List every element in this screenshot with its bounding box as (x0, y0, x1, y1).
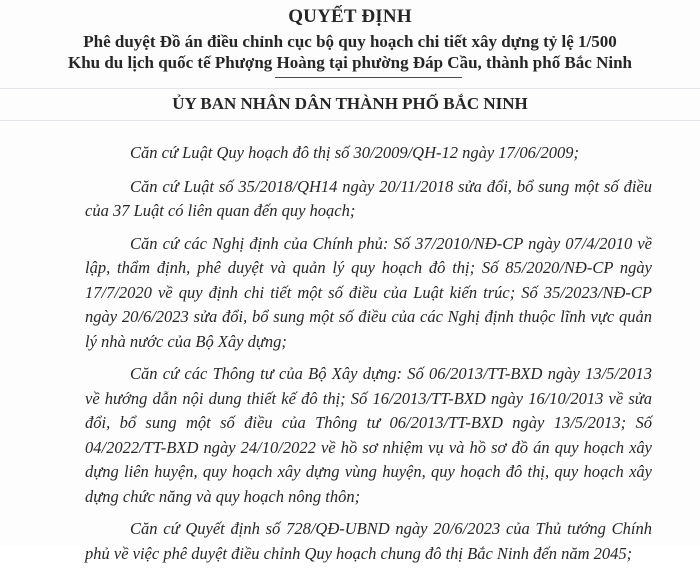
legal-basis-paragraph: Căn cứ các Nghị định của Chính phủ: Số 37/2010/NĐ-CP ngày 07/4/2010 về lập, thẩm định, phê duyệt và quản lý quy hoạch đô thị; Số 85/2020/NĐ-CP ngày 17/7/2020 về quy định chi tiết một số điều của Luật kiến trúc; Số 35/2023/NĐ-CP ngày 20/6/2023 sửa đổi, bổ sung một số điều của các Nghị định thuộc lĩnh vực quản lý nhà nước của Bộ Xây dựng; (85, 233, 652, 351)
legal-basis-paragraph: Căn cứ Quyết định số 728/QĐ-UBND ngày 20/6/2023 của Thủ tướng Chính phủ về việc phê duyệt điều chỉnh Quy hoạch chung đô thị Bắc Ninh đến năm 2045; (85, 519, 652, 563)
legal-basis-section (85, 141, 652, 574)
document-title: QUYẾT ĐỊNH (288, 6, 412, 27)
legal-basis-paragraph: Căn cứ Luật Quy hoạch đô thị số 30/2009/QH-12 ngày 17/06/2009; (130, 143, 579, 162)
title-separator (275, 77, 462, 78)
issuing-authority: ỦY BAN NHÂN DÂN THÀNH PHỐ BẮC NINH (172, 94, 528, 113)
legal-basis-paragraph: Căn cứ Luật số 35/2018/QH14 ngày 20/11/2018 sửa đổi, bổ sung một số điều của 37 Luật có liên quan đến quy hoạch; (85, 176, 652, 220)
divider-bottom (0, 120, 700, 121)
document-subtitle-line-2: Khu du lịch quốc tế Phượng Hoàng tại phường Đáp Cầu, thành phố Bắc Ninh (67, 53, 633, 72)
document-subtitle-line-1: Phê duyệt Đồ án điều chỉnh cục bộ quy hoạch chi tiết xây dựng tỷ lệ 1/500 (83, 32, 617, 51)
divider-top (0, 88, 700, 89)
legal-basis-paragraph: Căn cứ các Thông tư của Bộ Xây dựng: Số 06/2013/TT-BXD ngày 13/5/2013 về hướng dẫn nội dung thiết kế đô thị; Số 16/2013/TT-BXD ngày 16/10/2013 về sửa đổi, bổ sung một số điều của Thông tư 06/2013/TT-BXD ngày 13/5/2013; Số 04/2022/TT-BXD ngày 24/10/2022 về hồ sơ nhiệm vụ và hồ sơ đồ án quy hoạch xây dựng liên huyện, quy hoạch xây dựng vùng huyện, quy hoạch đô thị, quy hoạch xây dựng chức năng và quy hoạch nông thôn; (85, 364, 652, 506)
